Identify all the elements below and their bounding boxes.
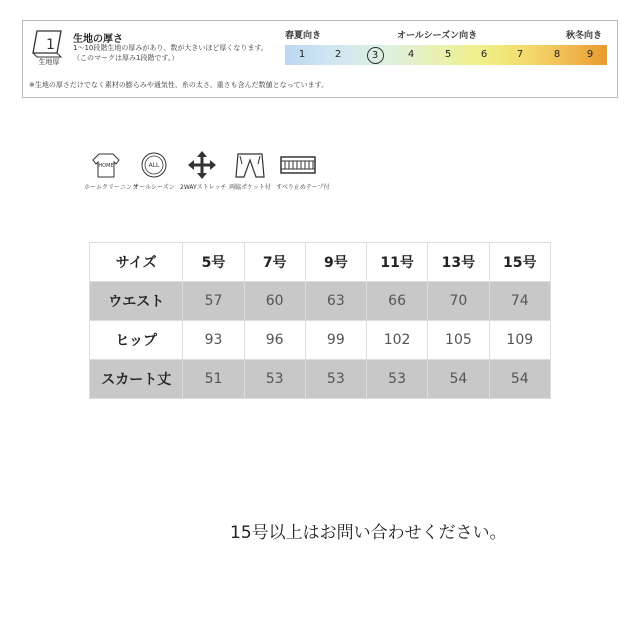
cell: 93 [183, 321, 244, 360]
scale-number-6: 6 [480, 49, 488, 60]
cell: 99 [305, 321, 366, 360]
cell: 70 [428, 282, 489, 321]
cell: 96 [244, 321, 305, 360]
feature-label-home: ホームクリーニング [84, 184, 138, 191]
cell: 66 [366, 282, 427, 321]
two-way-stretch-icon [185, 150, 219, 180]
thickness-note: ※生地の厚さだけでなく素材の膨らみや通気性、糸の太さ、重さも含んだ数値となっています。 [29, 81, 329, 89]
thickness-title: 生地の厚さ [73, 34, 123, 45]
thickness-desc-line1: 1〜10段階生地の厚みがあり、数が大きいほど厚くなります。 [73, 44, 268, 52]
feature-side-pocket [228, 150, 272, 191]
scale-number-5: 5 [444, 49, 452, 60]
scale-number-2: 2 [334, 49, 342, 60]
header-11: 11号 [366, 243, 427, 282]
thickness-icon-number: 1 [46, 37, 55, 53]
header-13: 13号 [428, 243, 489, 282]
row-hip [90, 321, 551, 360]
cell: 53 [366, 360, 427, 399]
cell: 53 [305, 360, 366, 399]
feature-home-cleaning [84, 150, 138, 191]
row-label-waist: ウエスト [90, 282, 183, 321]
scale-number-3: 3 [358, 45, 392, 65]
cell: 105 [428, 321, 489, 360]
header-15: 15号 [489, 243, 550, 282]
cell: 57 [183, 282, 244, 321]
all-season-icon [137, 150, 171, 180]
cell: 51 [183, 360, 244, 399]
slip-tape-icon [278, 150, 318, 180]
thickness-description [73, 43, 268, 63]
row-skirt-length [90, 360, 551, 399]
thickness-icon-label: 生地厚 [38, 58, 60, 66]
size-table-header-row [90, 243, 551, 282]
cell: 102 [366, 321, 427, 360]
scale-number-7: 7 [516, 49, 524, 60]
row-waist [90, 282, 551, 321]
feature-label-tape: すべり止めテープ付 [276, 184, 330, 191]
scale-number-8: 8 [553, 49, 561, 60]
scale-number-4: 4 [407, 49, 415, 60]
thickness-scale-bar [285, 45, 607, 65]
cell: 54 [489, 360, 550, 399]
header-size: サイズ [90, 243, 183, 282]
label-all-season: オールシーズン向き [397, 31, 478, 41]
row-label-hip: ヒップ [90, 321, 183, 360]
home-badge: HOME [98, 163, 114, 169]
size-table [89, 242, 551, 399]
header-7: 7号 [244, 243, 305, 282]
cell: 109 [489, 321, 550, 360]
header-5: 5号 [183, 243, 244, 282]
feature-label-pocket: 両脇ポケット付 [229, 184, 271, 191]
row-label-skirt-length: スカート丈 [90, 360, 183, 399]
feature-all-season [132, 150, 176, 191]
thickness-desc-line2: （このマークは厚み1段階です。） [73, 54, 179, 62]
feature-slip-tape [276, 150, 330, 191]
scale-number-9: 9 [586, 49, 594, 60]
feature-label-stretch: 2WAYストレッチ [180, 184, 227, 191]
label-autumn-winter: 秋冬向き [566, 31, 603, 41]
cell: 74 [489, 282, 550, 321]
fabric-thickness-panel [22, 20, 618, 98]
label-spring-summer: 春夏向き [285, 31, 322, 41]
home-cleaning-icon [89, 150, 123, 180]
feature-2way-stretch [180, 150, 227, 191]
cell: 63 [305, 282, 366, 321]
all-badge: ALL [148, 162, 160, 169]
cell: 53 [244, 360, 305, 399]
side-pocket-icon [233, 150, 267, 180]
feature-label-all: オールシーズン [133, 184, 175, 191]
cell: 60 [244, 282, 305, 321]
contact-note: 15号以上はお問い合わせください。 [230, 523, 507, 543]
scale-number-1: 1 [298, 49, 306, 60]
header-9: 9号 [305, 243, 366, 282]
cell: 54 [428, 360, 489, 399]
